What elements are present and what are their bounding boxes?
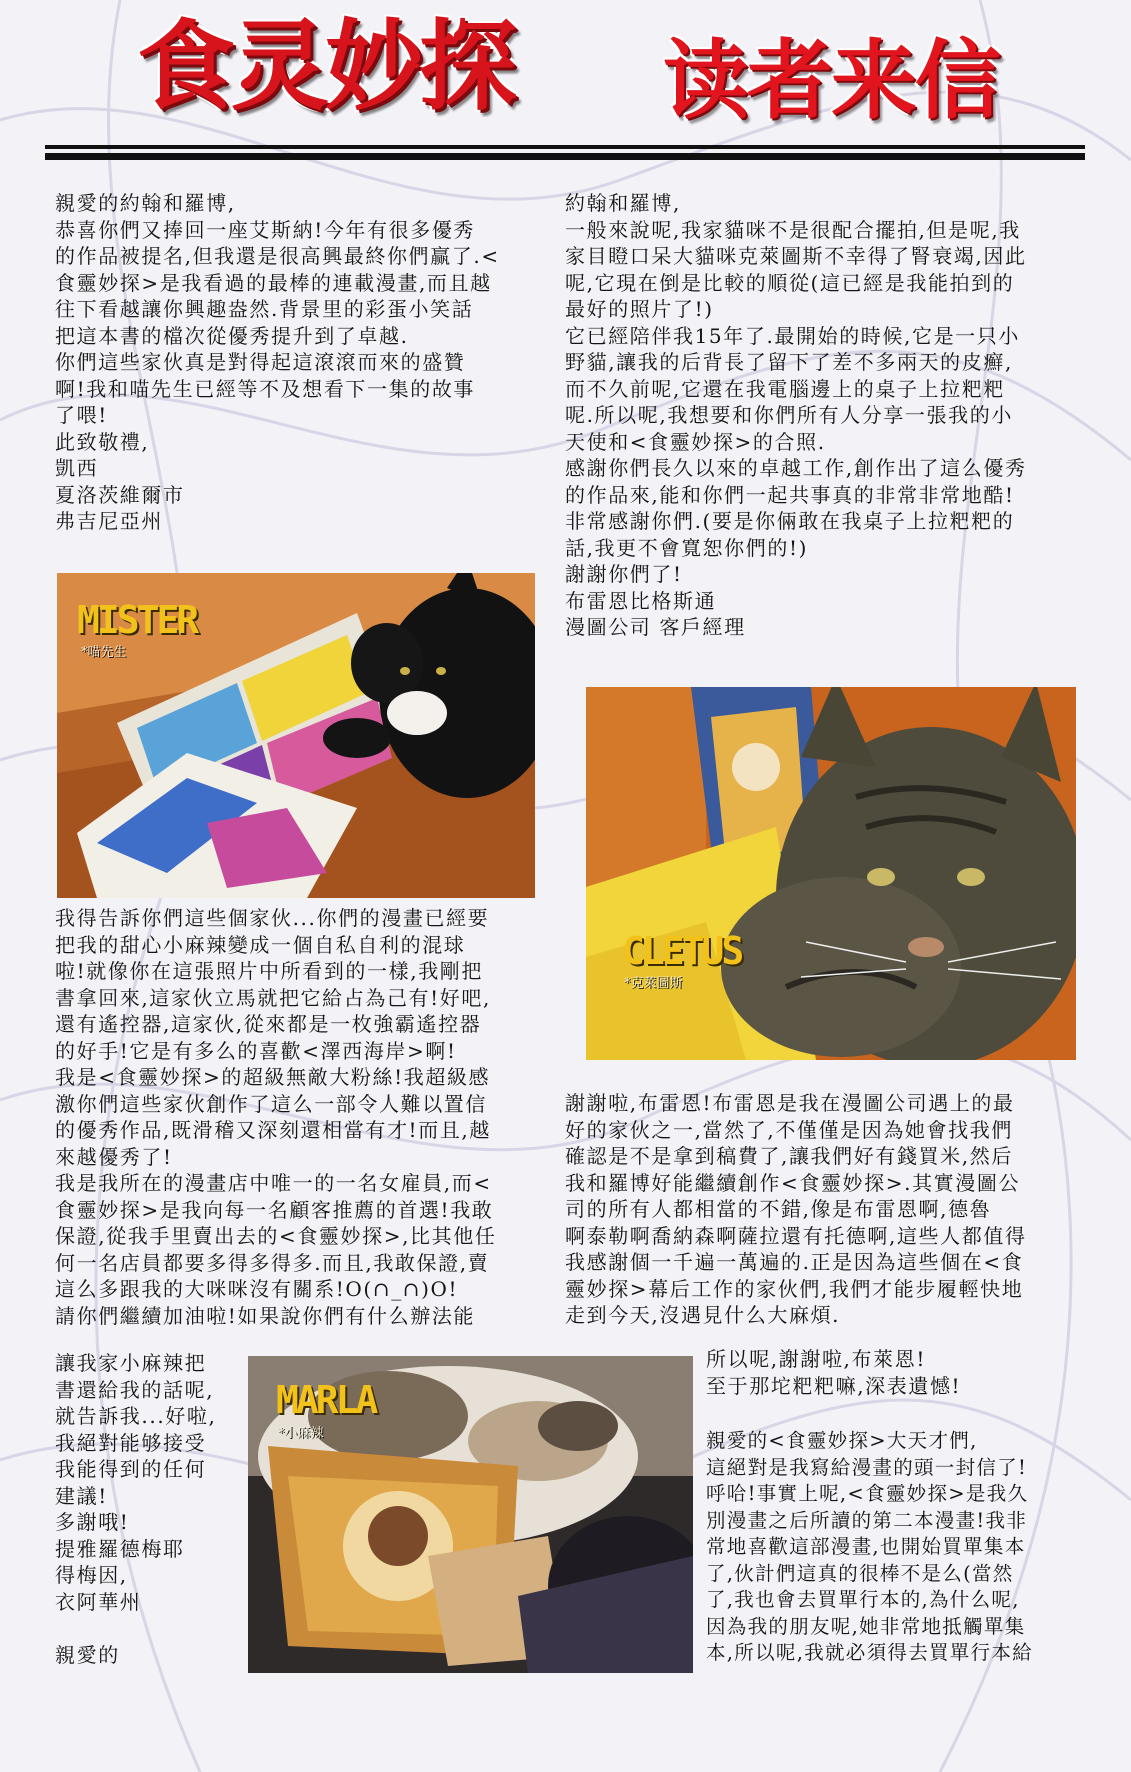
marla-cat-photo (248, 1356, 693, 1673)
mister-cat-photo (57, 573, 535, 898)
reply-to-brian: 謝謝啦,布雷恩!布雷恩是我在漫圖公司遇上的最 好的家伙之一,當然了,不僅僅是因為她會找我們 確認是不是拿到稿費了,讓我們好有錢買米,然后 我和羅博好能繼續創作<食靈妙探>.其實漫圖公 司的所有人都相當的不錯,像是布雷恩啊,德魯 啊泰勒啊喬納森啊薩拉還有托德啊,這些人都值得 我感謝個一千遍一萬遍的.正是因為這些個在<食 靈妙探>幕后工作的家伙們,我們才能步履輕快地 走到今天,沒遇見什么大麻煩. (565, 1091, 1027, 1327)
cletus-name-label: CLETUS (622, 929, 742, 973)
marla-name-label: MARLA (276, 1378, 376, 1422)
reply-closing: 所以呢,謝謝啦,布萊恩! 至于那坨粑粑嘛,深表遺憾! (706, 1347, 962, 1398)
mister-name-label: MISTER (77, 598, 197, 642)
marla-caption: *小麻辣 (278, 1426, 324, 1441)
comic-title: 食灵妙探 (137, 10, 514, 124)
letter-thea-continued: 讓我家小麻辣把 書還給我的話呢, 就告訴我...好啦, 我絕對能够接受 我能得到的任何 建議! 多謝哦! 提雅羅德梅耶 得梅因, 衣阿華州 親愛的 (55, 1351, 217, 1667)
letter-brian: 約翰和羅博, 一般來說呢,我家貓咪不是很配合擺拍,但是呢,我 家目瞪口呆大貓咪克萊圖斯不幸得了腎衰竭,因此 呢,它現在倒是比較的順從(這已經是我能拍到的 最好的照片了!) 它已經陪伴我15年了.最開始的時候,它是一只小 野貓,讓我的后背長了留下了差不多兩天的皮癬, 而不久前呢,它還在我電腦邊上的桌子上拉粑粑 呢.所以呢,我想要和你們所有人分享一張我的小 天使和<食靈妙探>的合照. 感謝你們長久以來的卓越工作,創作出了這么優秀 的作品來,能和你們一起共事真的非常非常地酷! 非常感謝你們.(要是你倆敢在我桌子上拉粑粑的 話,我更不會寬恕你們的!) 謝謝你們了! 布雷恩比格斯通 漫圖公司 客戶經理 (565, 191, 1027, 639)
letter-thea: 我得告訴你們這些個家伙...你們的漫畫已經要 把我的甜心小麻辣變成一個自私自利的混球 啦!就像你在這張照片中所看到的一樣,我剛把 書拿回來,這家伙立馬就把它給占為己有!好吧, 還有遙控器,這家伙,從來都是一枚強霸遙控器 的好手!它是有多么的喜歡<澤西海岸>啊! 我是<食靈妙探>的超級無敵大粉絲!我超級感 激你們這些家伙創作了這么一部令人難以置信 的優秀作品,既滑稽又深刻還相當有才!而且,越 來越優秀了! 我是我所在的漫畫店中唯一的一名女雇員,而< 食靈妙探>是我向每一名顧客推薦的首選!我敢 保證,從我手里賣出去的<食靈妙探>,比其他任 何一名店員都要多得多得多.而且,我敢保證,賣 這么多跟我的大咪咪沒有關系!O(∩_∩)O! 請你們繼續加油啦!如果說你們有什么辦法能 (55, 906, 497, 1328)
mister-caption: *喵先生 (81, 645, 127, 660)
page-header (45, 12, 1085, 157)
header-rule-thin (45, 145, 1085, 149)
header-rule-thick (45, 153, 1085, 160)
cletus-caption: *克萊圖斯 (624, 976, 683, 991)
cletus-cat-photo (586, 687, 1076, 1060)
letter-genius-fans: 親愛的<食靈妙探>大天才們, 這絕對是我寫給漫畫的頭一封信了! 呼哈!事實上呢,<食靈妙探>是我久 別漫畫之后所讀的第二本漫畫!我非 常地喜歡這部漫畫,也開始買單集本 了,伙計們這真的很棒不是么(當然 了,我也會去買單行本的,為什么呢, 因為我的朋友呢,她非常地抵觸單集 本,所以呢,我就必須得去買單行本給 (706, 1429, 1033, 1664)
letter-kathy: 親愛的約翰和羅博, 恭喜你們又捧回一座艾斯納!今年有很多優秀 的作品被提名,但我還是很高興最終你們赢了.< 食靈妙探>是我看過的最棒的連載漫畫,而且越 往下看越讓你興趣盎然.背景里的彩蛋小笑話 把這本書的檔次從優秀提升到了卓越. 你們這些家伙真是對得起這滾滾而來的盛贊 啊!我和喵先生已經等不及想看下一集的故事 了喂! 此致敬禮, 凱西 夏洛茨維爾市 弗吉尼亞州 (55, 191, 500, 533)
section-title: 读者来信 (663, 31, 999, 131)
